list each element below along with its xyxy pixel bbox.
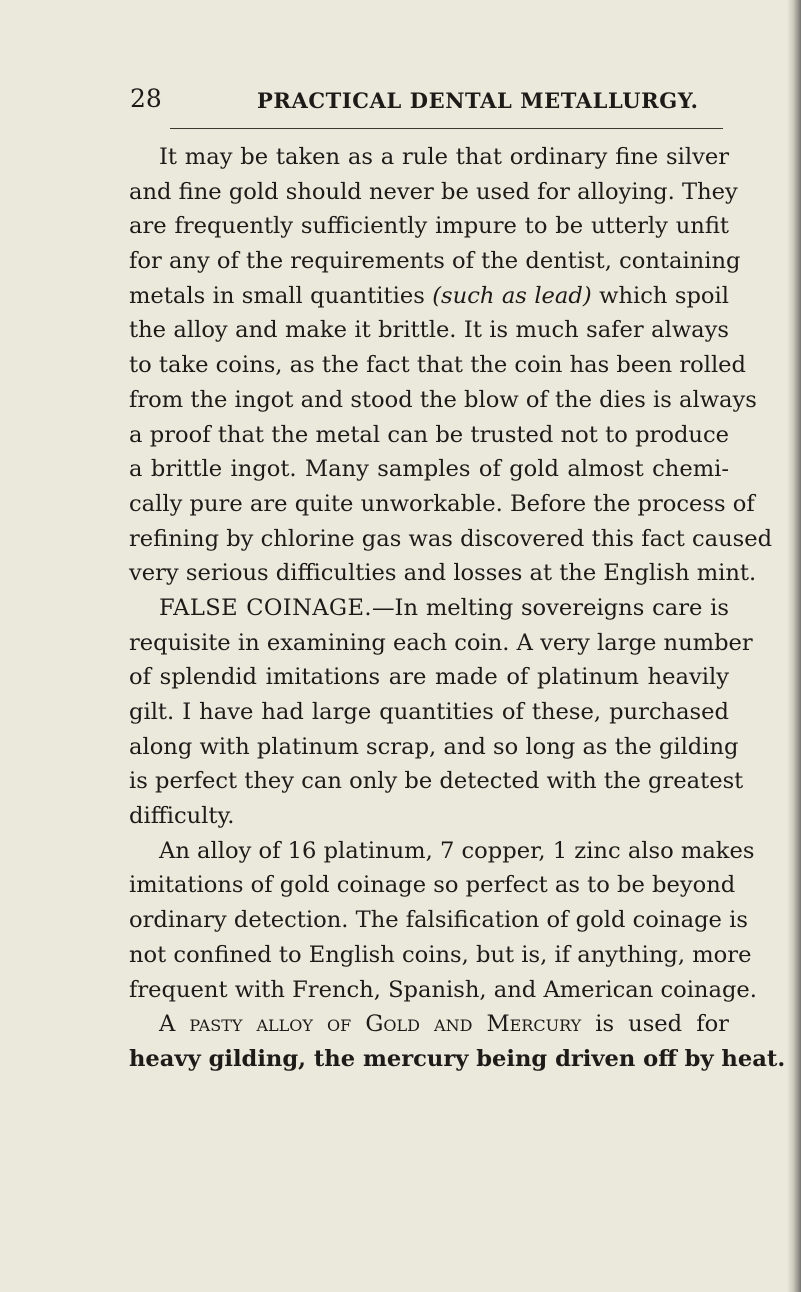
text-line: difficulty. [129, 803, 235, 830]
text-line: It may be taken as a rule that ordinary fine silver [159, 144, 729, 170]
text-line: requisite in examining each coin. A very large number [129, 629, 753, 656]
text-line: heavy gilding, the mercury being driven off by heat. [129, 1045, 786, 1072]
text-line: is perfect they can only be detected with the greatest [129, 768, 744, 795]
text-line: a proof that the metal can be trusted not to produce [129, 421, 729, 448]
text-line: the alloy and make it brittle. It is much safer always [129, 317, 729, 344]
text-line [129, 591, 729, 626]
text-line: imitations of gold coinage so perfect as to be beyond [129, 872, 736, 899]
running-title: PRACTICAL DENTAL METALLURGY. [257, 88, 699, 113]
text-line: along with platinum scrap, and so long as the gilding [129, 733, 739, 760]
text-line: cally pure are quite unworkable. Before the process of [129, 490, 755, 517]
text-line: of splendid imitations are made of platinum heavily [129, 664, 729, 691]
text-line: are frequently sufficiently impure to be utterly unfit [129, 213, 729, 240]
text-line: not confined to English coins, but is, if anything, more [129, 941, 752, 968]
page-number: 28 [130, 84, 162, 113]
body-text [129, 140, 786, 1077]
text-line: and fine gold should never be used for alloying. They [129, 178, 738, 205]
text-line: to take coins, as the fact that the coin has been rolled [129, 352, 747, 379]
smallcaps-lead: A pasty alloy of Gold and Mercury [159, 1011, 582, 1038]
text-line [129, 1007, 729, 1042]
text-line: very serious difficulties and losses at the English mint. [129, 560, 757, 587]
text-line: gilt. I have had large quantities of these, purchased [129, 699, 729, 725]
text-line: An alloy of 16 platinum, 7 copper, 1 zinc also makes [159, 837, 755, 864]
text-fragment: is used for [581, 1011, 729, 1038]
page-edge-shadow [787, 0, 801, 1292]
text-fragment: metals in small quantities [129, 282, 433, 309]
text-line: ordinary detection. The falsification of gold coinage is [129, 907, 748, 934]
text-line: for any of the requirements of the dentist, containing [129, 248, 741, 275]
text-fragment: which spoil [591, 282, 729, 309]
italic-text: (such as lead) [432, 282, 592, 309]
text-line: frequent with French, Spanish, and American coinage. [129, 976, 757, 1003]
section-heading: FALSE COINAGE. [159, 594, 372, 621]
text-line [129, 279, 729, 314]
text-line: from the ingot and stood the blow of the dies is always [129, 386, 757, 413]
header-rule [170, 128, 723, 129]
text-line: a brittle ingot. Many samples of gold almost chemi- [129, 456, 729, 483]
text-fragment: —In melting sovereigns care is [371, 594, 729, 621]
text-line: refining by chlorine gas was discovered this fact caused [129, 525, 773, 552]
page-header [130, 84, 728, 118]
